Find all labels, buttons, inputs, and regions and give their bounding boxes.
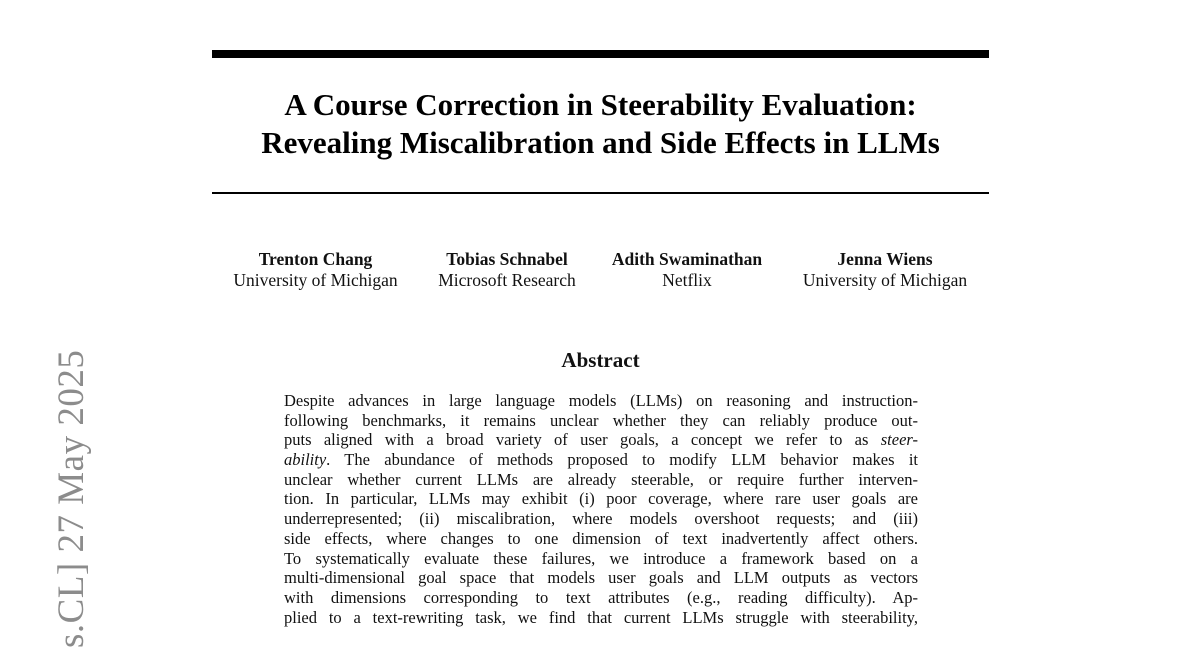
author-name: Trenton Chang xyxy=(258,249,373,269)
abstract-line: with dimensions corresponding to text attributes (e.g., reading difficulty). Ap- xyxy=(284,587,918,607)
abstract-line: following benchmarks, it remains unclear whether they can reliably produce out- xyxy=(284,410,918,430)
author-affiliation: Microsoft Research xyxy=(438,270,576,290)
abstract-line-text: puts aligned with a broad variety of user goals, a concept we refer to as xyxy=(284,430,869,450)
title-bottom-rule xyxy=(212,192,989,194)
abstract-line: Despite advances in large language models (LLMs) on reasoning and instruction- xyxy=(284,391,918,410)
author-block xyxy=(213,249,418,291)
abstract-line: plied to a text-rewriting task, we find that current LLMs struggle with steerability, xyxy=(284,607,918,627)
author-block xyxy=(597,249,777,291)
author-name: Jenna Wiens xyxy=(837,249,933,269)
author-name: Adith Swaminathan xyxy=(611,249,763,269)
author-block xyxy=(785,249,985,291)
abstract-heading: Abstract xyxy=(561,348,640,372)
abstract-body xyxy=(284,391,918,627)
abstract-line: To systematically evaluate these failures, we introduce a framework based on a xyxy=(284,548,918,568)
abstract-emphasis: ability xyxy=(284,450,327,470)
arxiv-identifier-stamp: s.CL] 27 May 2025 xyxy=(51,349,92,648)
abstract-line: multi-dimensional goal space that models user goals and LLM outputs as vectors xyxy=(284,568,918,588)
abstract-line: side effects, where changes to one dimension of text inadvertently affect others. xyxy=(284,528,918,548)
author-affiliation: University of Michigan xyxy=(802,270,968,290)
title-line-2: Revealing Miscalibration and Side Effects in LLMs xyxy=(261,125,940,160)
abstract-line: tion. In particular, LLMs may exhibit (i) poor coverage, where rare user goals are xyxy=(284,489,918,509)
abstract-line-text: . The abundance of methods proposed to modify LLM behavior makes it xyxy=(326,450,918,470)
title-line-1: A Course Correction in Steerability Evaluation: xyxy=(284,87,917,122)
abstract-line: underrepresented; (ii) miscalibration, where models overshoot requests; and (iii) xyxy=(284,509,918,529)
paper-title xyxy=(212,86,989,162)
author-affiliation: Netflix xyxy=(662,270,712,290)
author-affiliation: University of Michigan xyxy=(233,270,398,290)
abstract-emphasis: steer- xyxy=(880,430,918,450)
author-name: Tobias Schnabel xyxy=(446,249,568,269)
author-block xyxy=(423,249,591,291)
title-top-rule xyxy=(212,50,989,58)
abstract-line xyxy=(284,430,918,450)
abstract-line: unclear whether current LLMs are already steerable, or require further interven- xyxy=(284,469,918,489)
abstract-line xyxy=(284,450,918,470)
